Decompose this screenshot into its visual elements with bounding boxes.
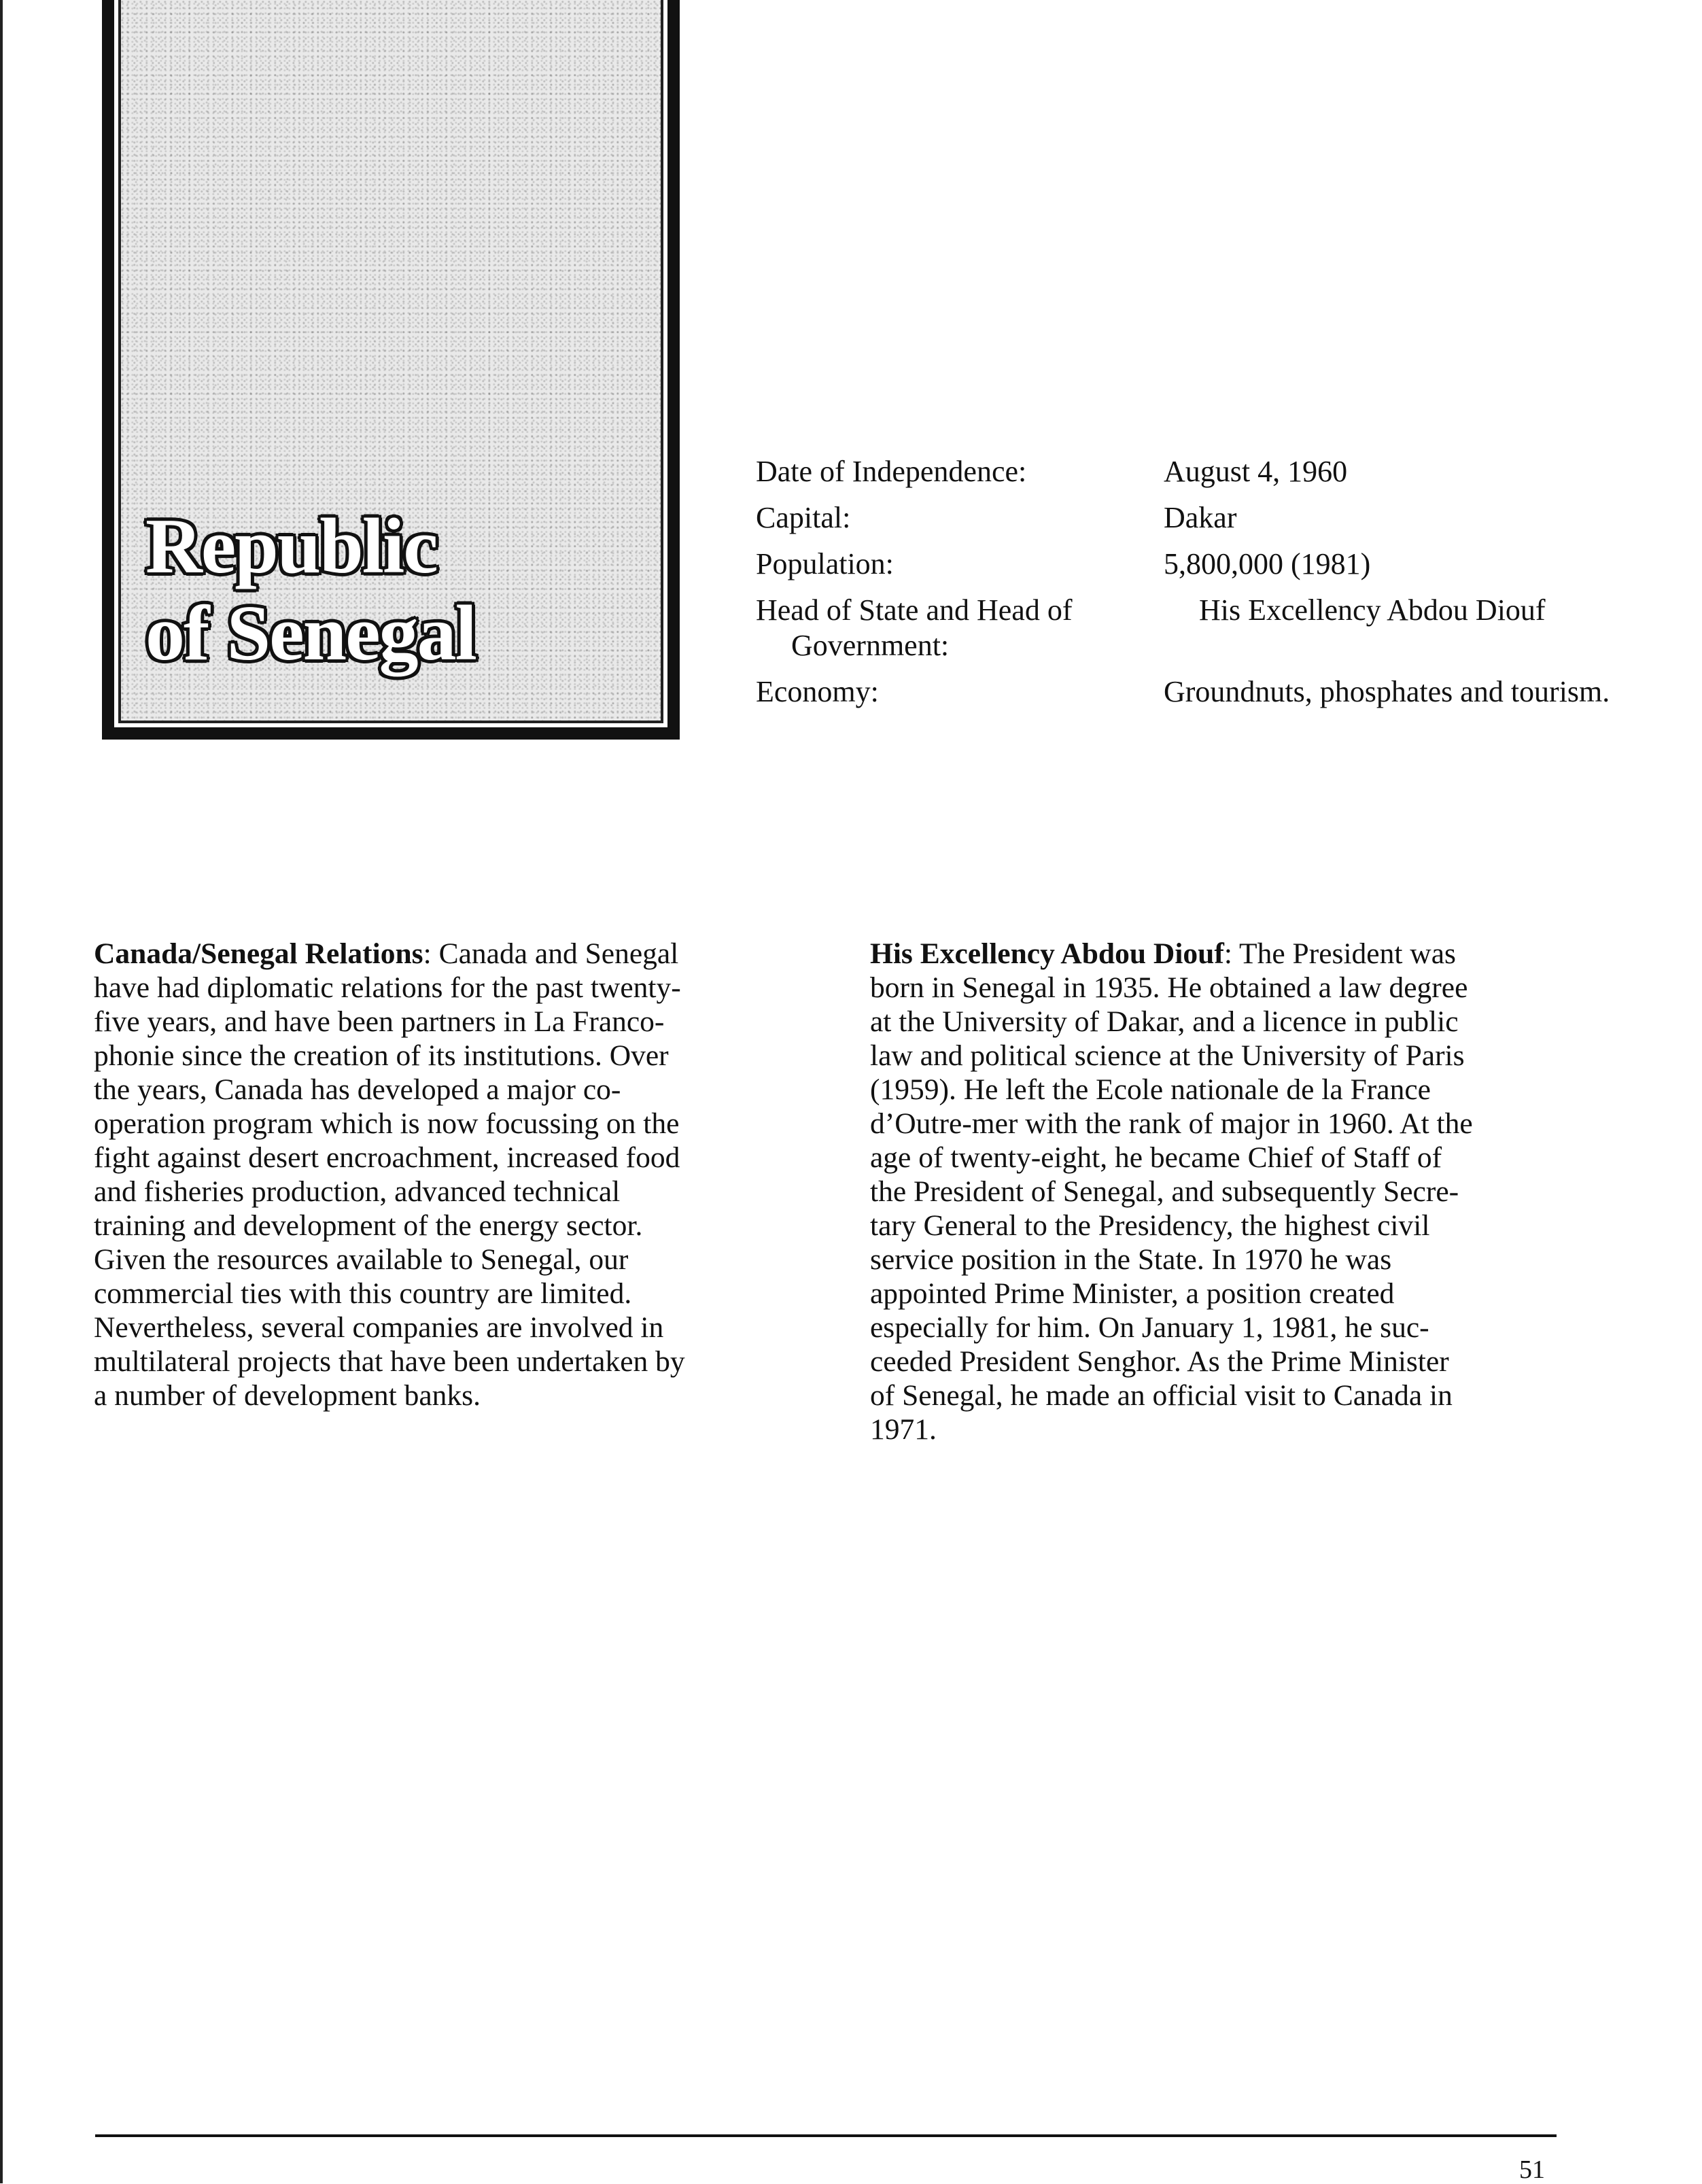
biography-line: at the University of Dakar, and a licence in public: [870, 1005, 1459, 1038]
relations-line: training and development of the energy sector.: [94, 1209, 643, 1242]
relations-line: have had diplomatic relations for the past twenty-: [94, 971, 681, 1004]
fact-value: Groundnuts, phosphates and tourism.: [1164, 675, 1610, 708]
biography-line: d’Outre-mer with the rank of major in 1960. At the: [870, 1107, 1473, 1140]
biography-text: : The President was: [1223, 937, 1456, 970]
biography-line-1: [870, 937, 1557, 971]
relations-heading: Canada/Senegal Relations: [94, 937, 423, 970]
fact-row-head-of-state: [756, 593, 1633, 663]
biography-line: of Senegal, he made an official visit to Canada in: [870, 1379, 1453, 1412]
footer-rule: [95, 2134, 1557, 2137]
relations-line: a number of development banks.: [94, 1379, 481, 1412]
biography-line: ceeded President Senghor. As the Prime Minister: [870, 1345, 1449, 1378]
fact-label: Head of State and Head of Government:: [756, 593, 1073, 662]
title-line-1: Republic: [145, 503, 437, 590]
fact-value: 5,800,000 (1981): [1164, 547, 1371, 580]
relations-line-1: [94, 937, 780, 971]
biography-line: service position in the State. In 1970 he was: [870, 1243, 1392, 1276]
biography-heading: His Excellency Abdou Diouf: [870, 937, 1224, 970]
relations-line: and fisheries production, advanced technical: [94, 1175, 621, 1208]
fact-row-population: [756, 547, 1633, 582]
biography-line: especially for him. On January 1, 1981, he suc-: [870, 1311, 1429, 1344]
biography-line: the President of Senegal, and subsequently Secre-: [870, 1175, 1459, 1208]
fact-row-independence: [756, 454, 1633, 489]
biography-line: (1959). He left the Ecole nationale de la France: [870, 1073, 1431, 1106]
biography-line: law and political science at the University of Paris: [870, 1039, 1465, 1072]
biography-line: tary General to the Presidency, the highest civil: [870, 1209, 1430, 1242]
fact-value: Dakar: [1164, 501, 1237, 534]
page-number: 51: [1519, 2155, 1545, 2184]
fact-value: His Excellency Abdou Diouf: [1199, 593, 1546, 627]
fact-label: Capital:: [756, 501, 851, 534]
relations-line: commercial ties with this country are limited.: [94, 1277, 632, 1310]
title-panel: [118, 0, 663, 723]
page-title: [145, 503, 476, 677]
fact-row-economy: [756, 674, 1633, 710]
fact-row-capital: [756, 500, 1633, 536]
relations-line: operation program which is now focussing on the: [94, 1107, 680, 1140]
biography-line: born in Senegal in 1935. He obtained a law degree: [870, 971, 1468, 1004]
fact-label: Date of Independence:: [756, 455, 1027, 488]
relations-text: : Canada and Senegal: [423, 937, 679, 970]
biography-line: 1971.: [870, 1413, 937, 1446]
relations-line: fight against desert encroachment, increased food: [94, 1141, 680, 1174]
relations-line: five years, and have been partners in La Franco-: [94, 1005, 665, 1038]
title-frame: [114, 0, 667, 727]
page-edge-line: [0, 0, 3, 2183]
biography-line: age of twenty-eight, he became Chief of Staff of: [870, 1141, 1442, 1174]
relations-section: [94, 937, 780, 1412]
country-facts: [756, 454, 1633, 721]
relations-line: Nevertheless, several companies are involved in: [94, 1311, 664, 1344]
fact-value: August 4, 1960: [1164, 455, 1348, 488]
fact-label: Population:: [756, 547, 894, 580]
title-block: [102, 0, 680, 740]
relations-line: Given the resources available to Senegal, our: [94, 1243, 629, 1276]
relations-line: multilateral projects that have been undertaken by: [94, 1345, 685, 1378]
relations-line: the years, Canada has developed a major co-: [94, 1073, 621, 1106]
title-line-2: of Senegal: [145, 590, 476, 677]
fact-label: Economy:: [756, 675, 879, 708]
biography-line: appointed Prime Minister, a position created: [870, 1277, 1395, 1310]
relations-line: phonie since the creation of its institutions. Over: [94, 1039, 669, 1072]
biography-section: [870, 937, 1557, 1446]
